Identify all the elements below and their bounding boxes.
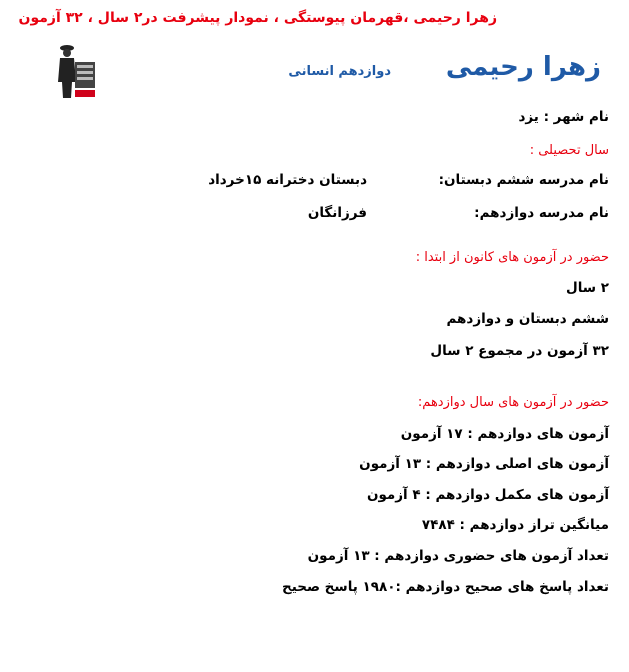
student-grade: دوازدهم انسانی <box>288 64 391 79</box>
history-total: ۳۲ آزمون در مجموع ۲ سال <box>430 343 609 359</box>
stat-item: تعداد آزمون های حضوری دوازدهم : ۱۳ آزمون <box>307 548 609 564</box>
history-years: ۲ سال <box>565 280 609 296</box>
city-line: نام شهر : یزد <box>518 109 609 125</box>
stat-item: آزمون های دوازدهم : ۱۷ آزمون <box>400 426 609 442</box>
twelfth-school-value: فرزانگان <box>307 205 367 221</box>
student-name: زهرا رحیمی <box>445 52 601 82</box>
twelfth-stats-heading: حضور در آزمون های سال دوازدهم: <box>417 395 609 410</box>
kanoon-logo-icon <box>56 42 98 98</box>
twelfth-school-label: نام مدرسه دوازدهم: <box>474 205 609 221</box>
history-grades: ششم دبستان و دوازدهم <box>446 311 609 327</box>
sixth-school-label: نام مدرسه ششم دبستان: <box>438 172 609 188</box>
stat-item: میانگین تراز دوازدهم : ۷۴۸۴ <box>421 517 609 533</box>
sixth-school-value: دبستان دخترانه ۱۵خرداد <box>208 172 367 188</box>
history-heading: حضور در آزمون های کانون از ابتدا : <box>415 250 609 265</box>
stat-item: تعداد پاسخ های صحیح دوازدهم :۱۹۸۰ پاسخ صحیح <box>281 579 609 595</box>
headline: زهرا رحیمی ،قهرمان پیوستگی ، نمودار پیشرفت در۲ سال ، ۳۲ آزمون <box>18 10 497 26</box>
stat-item: آزمون های اصلی دوازدهم : ۱۳ آزمون <box>359 456 609 472</box>
school-heading: سال تحصیلی : <box>529 143 609 158</box>
stat-item: آزمون های مکمل دوازدهم : ۴ آزمون <box>366 487 609 503</box>
